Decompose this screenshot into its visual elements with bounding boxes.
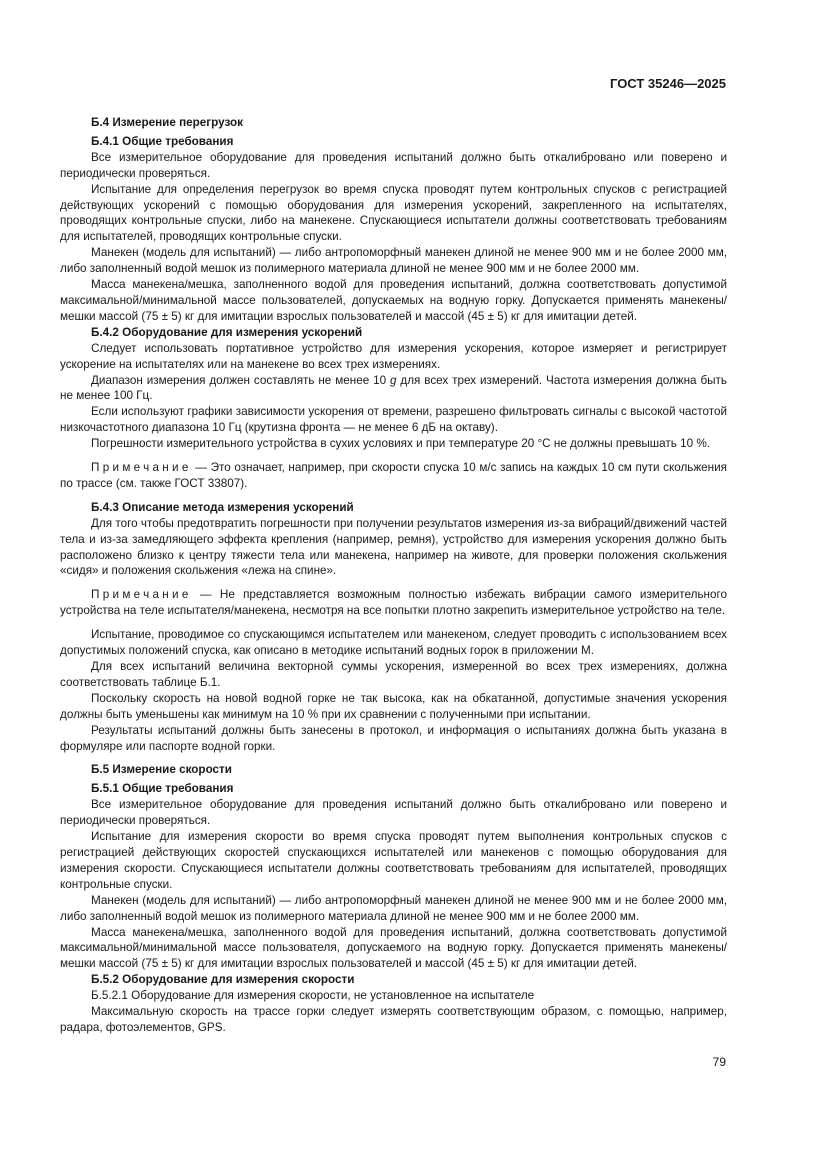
- paragraph: [60, 373, 727, 405]
- subsection-b521: Б.5.2.1 Оборудование для измерения скорости, не установленное на испытателе: [91, 989, 535, 1003]
- paragraph: Все измерительное оборудование для проведения испытаний должно быть откалибровано или поверено и периодически проверяться.: [60, 150, 727, 180]
- section-b5-heading: Б.5 Измерение скорости: [91, 763, 232, 777]
- paragraph: Результаты испытаний должны быть занесены в протокол, и информация о испытаниях должна быть указана в формуляре или паспорте водной горки.: [60, 723, 727, 753]
- section-b4-heading: Б.4 Измерение перегрузок: [91, 116, 243, 129]
- document-id: ГОСТ 35246—2025: [610, 76, 726, 91]
- note: [60, 587, 727, 619]
- page-content: [60, 115, 727, 1036]
- note-text: — Не представляется возможным полностью избежать вибрации самого измерительного устройства на теле испытателя/манекена, несмотря на все попытки плотно закрепить измерительное устройство на теле.: [60, 588, 727, 618]
- paragraph: Погрешности измерительного устройства в сухих условиях и при температуре 20 °С не должны превышать 10 %.: [91, 437, 710, 451]
- paragraph: Максимальную скорость на трассе горки следует измерять соответствующим образом, с помощью, например, радара, фотоэлементов, GPS.: [60, 1005, 727, 1034]
- paragraph: Если используют графики зависимости ускорения от времени, разрешено фильтровать сигналы с высокой частотой низкочастотного диапазона 10 Гц (крутизна фронта — не менее 6 дБ на октаву).: [60, 405, 727, 435]
- note-label: Примечание: [91, 461, 192, 475]
- paragraph: Для того чтобы предотвратить погрешности при получении результатов измерения из-за вибраций/движений частей тела и из-за замедляющего эффекта крепления (например, ремня), устройство для измерения ускорения должно быть расположено близко к центру тяжести тела или манекена, например на животе, для проверки положения скольжения «сидя» и положения скольжения «лежа на спине».: [60, 516, 727, 578]
- text-run: для всех трех измерений. Частота измерения должна быть не менее 100 Гц.: [60, 373, 727, 403]
- unit-g: g: [389, 373, 397, 387]
- section-b51-heading: Б.5.1 Общие требования: [91, 782, 234, 796]
- section-b42-heading: Б.4.2 Оборудование для измерения ускорений: [91, 325, 363, 339]
- paragraph: Масса манекена/мешка, заполненного водой для проведения испытаний, должна соответствовать допустимой максимальной/минимальной массе пользователей, допускаемых на водную горку. Допускается применять манекены/мешки массой (75 ± 5) кг для имитации взрослых пользователей и массой (45 ± 5) кг для имитации детей.: [60, 278, 727, 323]
- paragraph: Манекен (модель для испытаний) — либо антропоморфный манекен длиной не менее 900 мм и не более 2000 мм, либо заполненный водой мешок из полимерного материала длиной не менее 900 мм и не более 2000 мм.: [60, 246, 727, 276]
- note: [60, 460, 727, 492]
- paragraph: Все измерительное оборудование для проведения испытаний должно быть откалибровано или поверено и периодически проверяться.: [60, 798, 727, 828]
- text-run: Диапазон измерения должен составлять не менее 10: [91, 373, 390, 387]
- section-b43-heading: Б.4.3 Описание метода измерения ускорений: [91, 500, 354, 514]
- page-number: 79: [712, 1055, 726, 1069]
- paragraph: Масса манекена/мешка, заполненного водой для проведения испытаний, должна соответствовать допустимой максимальной/минимальной массе пользователя, допускаемого на водную горку. Допускается применять манекены/мешки массой (75 ± 5) кг для имитации взрослых пользователей и массой (45 ± 5) кг для имитации детей.: [60, 925, 727, 971]
- paragraph: Испытание, проводимое со спускающимся испытателем или манекеном, следует проводить с использованием всех допустимых положений спуска, как описано в методике испытаний водных горок в приложении М.: [60, 628, 727, 658]
- paragraph: Испытание для измерения скорости во время спуска проводят путем выполнения контрольных спусков с регистрацией действующих скоростей спускающихся испытателей или манекенов с помощью оборудования для измерения скорости. Спускающиеся испытатели должны соответствовать требованиям для испытателей, проводящих контрольные спуски.: [60, 830, 727, 891]
- paragraph: Для всех испытаний величина векторной суммы ускорения, измеренной во всех трех измерениях, должна соответствовать таблице Б.1.: [60, 660, 727, 689]
- paragraph: Следует использовать портативное устройство для измерения ускорения, которое измеряет и регистрирует ускорение на испытателях или на манекене во всех трех измерениях.: [60, 341, 727, 371]
- paragraph: Манекен (модель для испытаний) — либо антропоморфный манекен длиной не менее 900 мм и не более 2000 мм, либо заполненный водой мешок из полимерного материала длиной не менее 900 мм и не более 2000 мм.: [60, 893, 727, 923]
- section-b52-heading: Б.5.2 Оборудование для измерения скорости: [91, 973, 355, 987]
- note-text: — Это означает, например, при скорости спуска 10 м/с запись на каждых 10 см пути скольжения по трассе (см. также ГОСТ 33807).: [60, 461, 727, 490]
- note-label: Примечание: [91, 588, 192, 602]
- paragraph: Испытание для определения перегрузок во время спуска проводят путем контрольных спусков с регистрацией действующих ускорений с помощью оборудования для измерения ускорений, закрепленного на испытателях, проводящих контрольные спуски, либо на манекене. Спускающиеся испытатели должны соответствовать требованиям для испытателей, проводящих контрольные спуски.: [60, 182, 727, 244]
- section-b41-heading: Б.4.1 Общие требования: [91, 134, 234, 148]
- paragraph: Поскольку скорость на новой водной горке не так высока, как на обкатанной, допустимые значения ускорения должны быть уменьшены как минимум на 10 % при их сравнении с полученными при испытании.: [60, 691, 727, 721]
